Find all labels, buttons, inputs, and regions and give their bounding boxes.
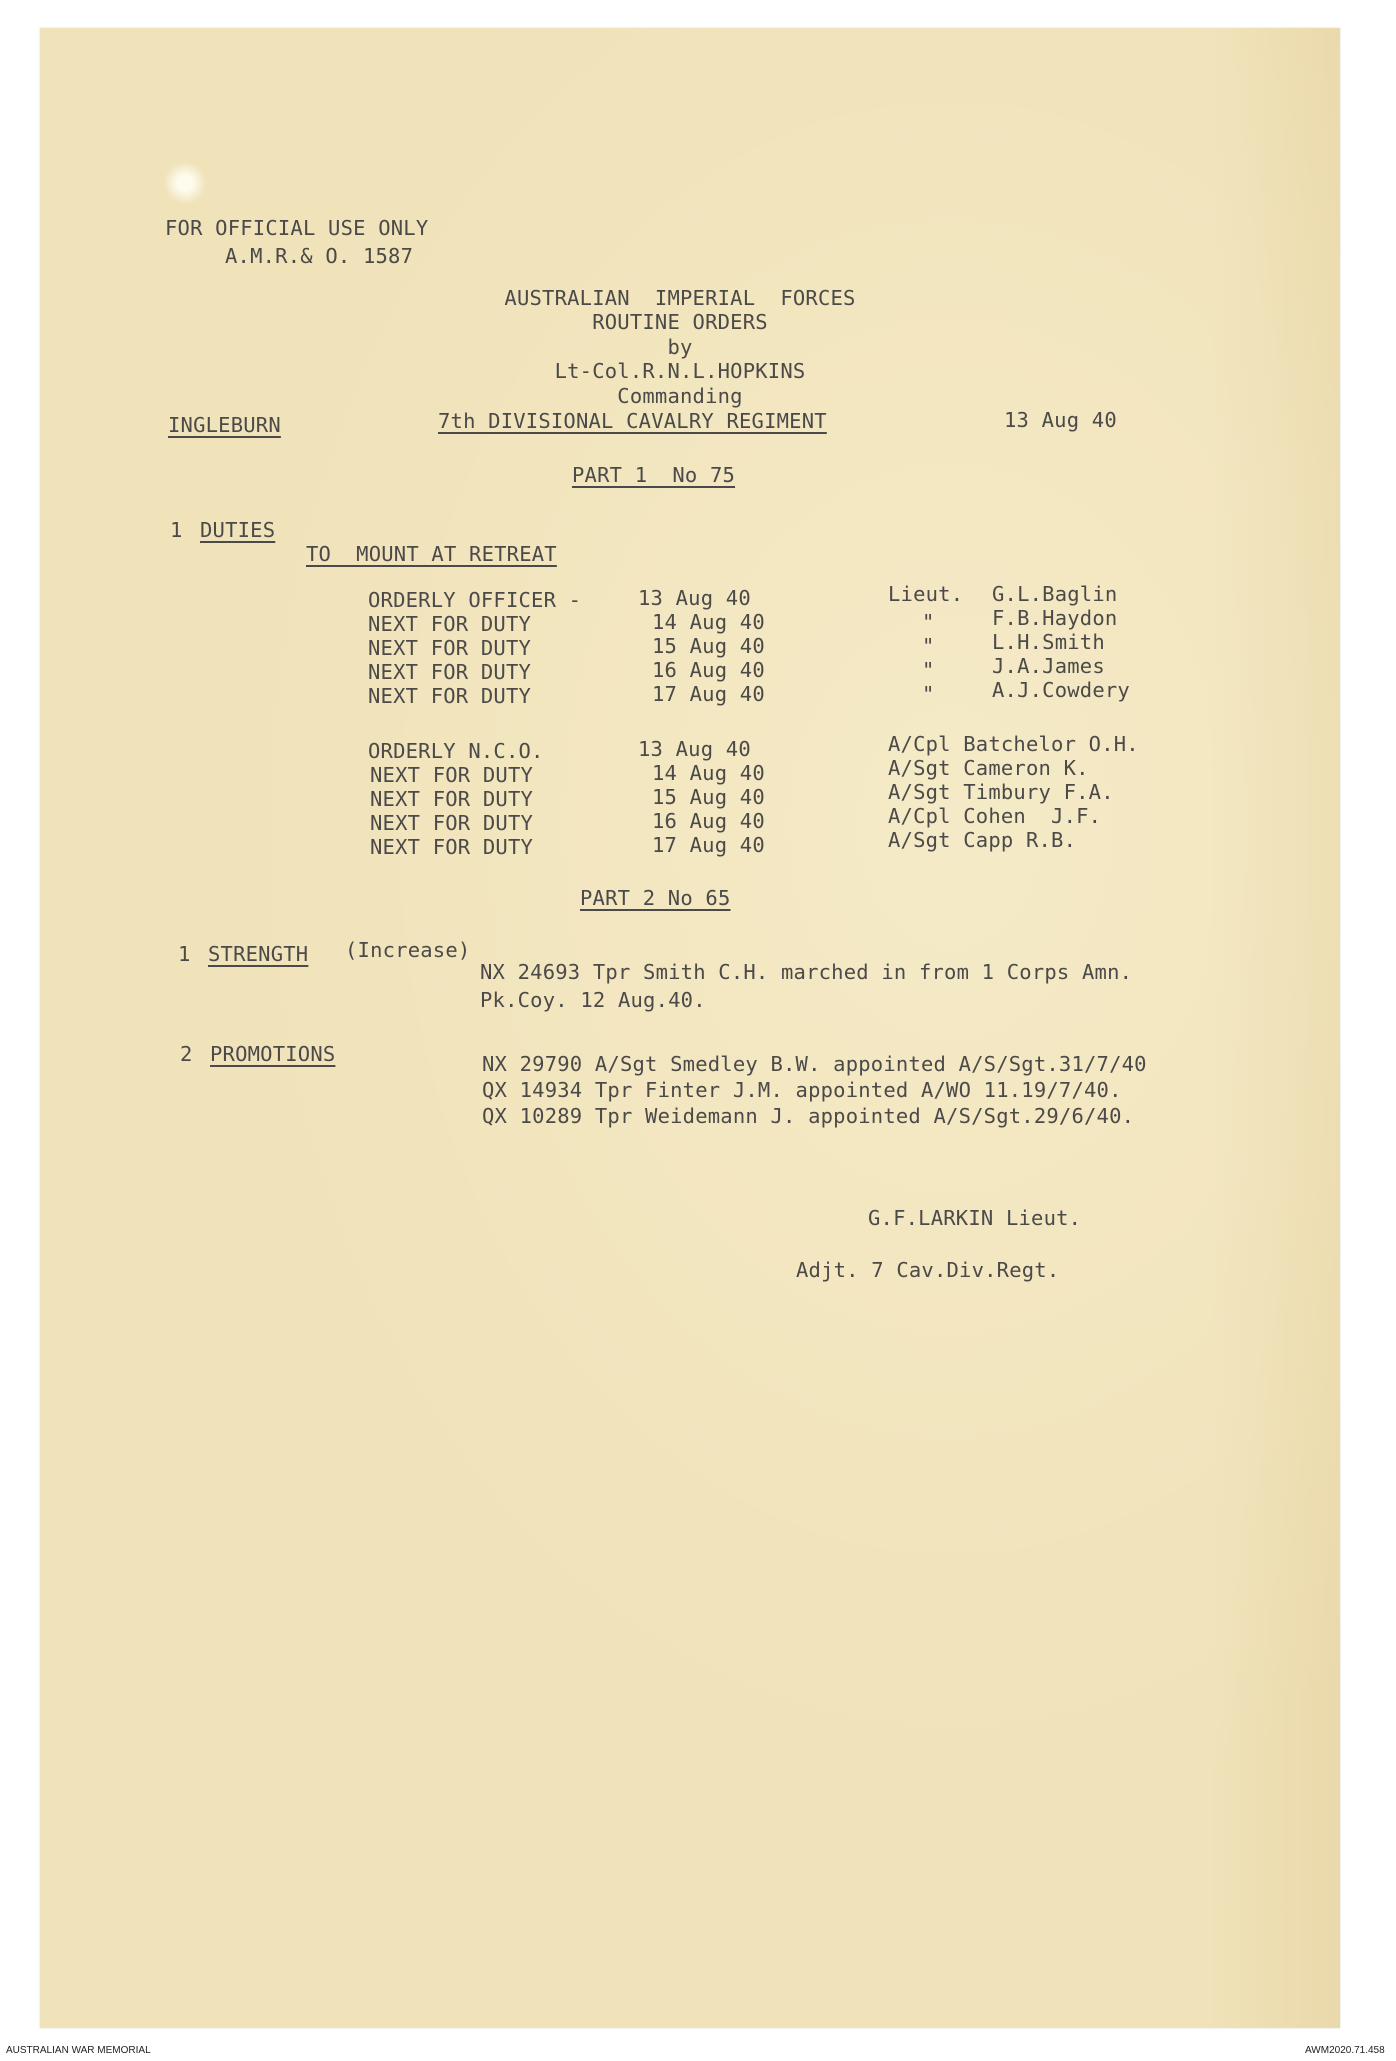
duty-date: 15 Aug 40 — [652, 634, 765, 658]
signatory-name: G.F.LARKIN Lieut. — [868, 1206, 1082, 1230]
duty-rank: " — [922, 610, 935, 634]
duty-name: A/Cpl Cohen J.F. — [888, 804, 1102, 828]
duty-rank: " — [922, 658, 935, 682]
duty-name: A/Sgt Capp R.B. — [888, 828, 1077, 852]
promotions-number: 2 — [180, 1042, 193, 1066]
promotion-entry: QX 10289 Tpr Weidemann J. appointed A/S/Sgt.29/6/40. — [482, 1104, 1135, 1128]
duty-name: A/Sgt Cameron K. — [888, 756, 1089, 780]
duty-date: 15 Aug 40 — [652, 785, 765, 809]
duty-label: NEXT FOR DUTY — [368, 636, 532, 660]
footer-item-number: AWM2020.71.458 — [1305, 2045, 1385, 2056]
unit-name: 7th DIVISIONAL CAVALRY REGIMENT — [438, 409, 827, 433]
header-line-3: by — [667, 335, 693, 359]
duty-name: J.A.James — [992, 654, 1105, 678]
signatory-title: Adjt. 7 Cav.Div.Regt. — [796, 1258, 1060, 1282]
promotion-entry: QX 14934 Tpr Finter J.M. appointed A/WO 11.19/7/40. — [482, 1078, 1122, 1102]
header-line-1: AUSTRALIAN IMPERIAL FORCES — [504, 286, 856, 310]
duty-label: NEXT FOR DUTY — [368, 660, 532, 684]
duties-label: DUTIES — [200, 518, 276, 542]
duty-name: L.H.Smith — [992, 630, 1105, 654]
strength-number: 1 — [178, 942, 191, 966]
duty-label: NEXT FOR DUTY — [370, 835, 534, 859]
duty-rank: " — [922, 634, 935, 658]
duty-date: 13 Aug 40 — [638, 586, 751, 610]
header-line-4: Lt-Col.R.N.L.HOPKINS — [554, 359, 806, 383]
strength-entry-line-2: Pk.Coy. 12 Aug.40. — [480, 988, 706, 1012]
strength-label: STRENGTH — [208, 942, 309, 966]
duty-name: A.J.Cowdery — [992, 678, 1130, 702]
part1-heading: PART 1 No 75 — [572, 463, 736, 487]
duty-date: 13 Aug 40 — [638, 737, 751, 761]
duty-name: A/Cpl Batchelor O.H. — [888, 732, 1139, 756]
duty-date: 14 Aug 40 — [652, 761, 765, 785]
duty-label: NEXT FOR DUTY — [370, 811, 534, 835]
header-line-5: Commanding — [617, 384, 743, 408]
header-line-2: ROUTINE ORDERS — [592, 310, 768, 334]
duty-label: NEXT FOR DUTY — [368, 684, 532, 708]
order-date: 13 Aug 40 — [1004, 408, 1117, 432]
duty-label: NEXT FOR DUTY — [368, 612, 532, 636]
duty-date: 17 Aug 40 — [652, 833, 765, 857]
paper-mark — [155, 163, 215, 203]
duty-date: 17 Aug 40 — [652, 682, 765, 706]
promotions-label: PROMOTIONS — [210, 1042, 336, 1066]
duty-label: NEXT FOR DUTY — [370, 787, 534, 811]
duty-name: F.B.Haydon — [992, 606, 1118, 630]
duty-label: ORDERLY OFFICER - — [368, 588, 582, 612]
duty-rank: Lieut. — [888, 582, 964, 606]
footer-archive-label: AUSTRALIAN WAR MEMORIAL — [6, 2045, 151, 2056]
strength-entry-line-1: NX 24693 Tpr Smith C.H. marched in from 1 Corps Amn. — [480, 960, 1133, 984]
duty-date: 14 Aug 40 — [652, 610, 765, 634]
location: INGLEBURN — [168, 413, 281, 437]
document-reference: A.M.R.& O. 1587 — [225, 244, 414, 268]
official-use-label: FOR OFFICIAL USE ONLY — [165, 216, 429, 240]
duties-subheading: TO MOUNT AT RETREAT — [306, 542, 557, 566]
duty-name: G.L.Baglin — [992, 582, 1118, 606]
duty-name: A/Sgt Timbury F.A. — [888, 780, 1114, 804]
duty-rank: " — [922, 682, 935, 706]
duty-label: ORDERLY N.C.O. — [368, 739, 544, 763]
duty-date: 16 Aug 40 — [652, 658, 765, 682]
promotion-entry: NX 29790 A/Sgt Smedley B.W. appointed A/S/Sgt.31/7/40 — [482, 1052, 1147, 1076]
part2-heading: PART 2 No 65 — [580, 886, 731, 910]
duties-number: 1 — [170, 518, 183, 542]
duty-label: NEXT FOR DUTY — [370, 763, 534, 787]
duty-date: 16 Aug 40 — [652, 809, 765, 833]
strength-qualifier: (Increase) — [345, 938, 471, 962]
